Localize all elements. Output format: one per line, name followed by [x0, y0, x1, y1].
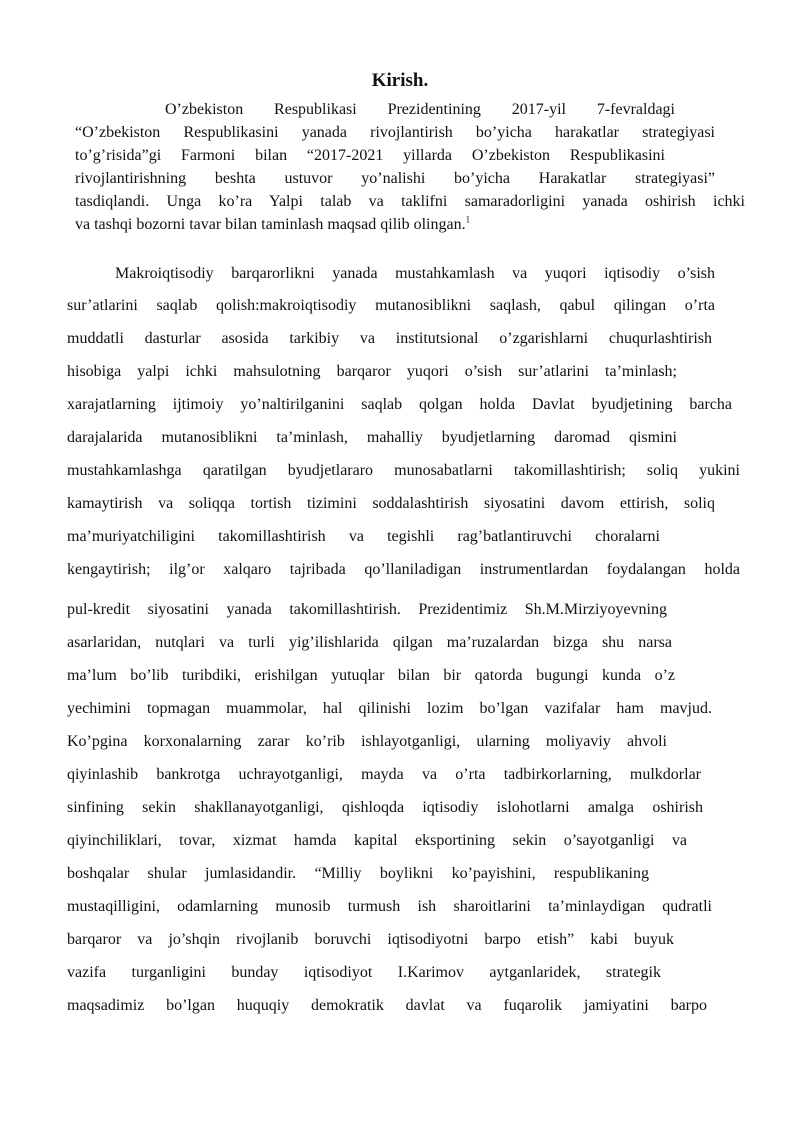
body-line: qiyinlashib bankrotga uchrayotganligi, mayda va o’rta tadbirkorlarning, mulkdorlar	[67, 766, 701, 783]
intro-line: to’g’risida”gi Farmoni bilan “2017-2021 yillarda O’zbekiston Respublikasini	[75, 147, 665, 164]
body-line: boshqalar shular jumlasidandir. “Milliy boylikni ko’payishini, respublikaning	[67, 865, 649, 882]
body-line: kengaytirish; ilg’or xalqaro tajribada qo’llaniladigan instrumentlardan foydalangan holda	[67, 561, 740, 578]
intro-line: O’zbekiston Respublikasi Prezidentining 2017-yil 7-fevraldagi	[165, 101, 675, 118]
footnote-mark: 1	[465, 214, 471, 225]
intro-line: va tashqi bozorni tavar bilan taminlash maqsad qilib olingan.$^1$	[75, 214, 471, 233]
body-line: muddatli dasturlar asosida tarkibiy va institutsional o’zgarishlarni chuqurlashtirish	[67, 330, 712, 347]
body-line: hisobiga yalpi ichki mahsulotning barqaror yuqori o’sish sur’atlarini ta’minlash;	[67, 363, 677, 380]
body-line: barqaror va jo’shqin rivojlanib boruvchi iqtisodiyotni barpo etish” kabi buyuk	[67, 931, 674, 948]
body-line: mustaqilligini, odamlarning munosib turmush ish sharoitlarini ta’minlaydigan qudratli	[67, 898, 712, 915]
body-line: darajalarida mutanosiblikni ta’minlash, mahalliy byudjetlarning daromad qismini	[67, 429, 677, 446]
body-line: vazifa turganligini bunday iqtisodiyot I.Karimov aytganlaridek, strategik	[67, 964, 661, 981]
body-line: xarajatlarning ijtimoiy yo’naltirilganini saqlab qolgan holda Davlat byudjetining barcha	[67, 396, 732, 413]
body-line: yechimini topmagan muammolar, hal qilinishi lozim bo’lgan vazifalar ham mavjud.	[67, 700, 712, 717]
body-line: sinfining sekin shakllanayotganligi, qishloqda iqtisodiy islohotlarni amalga oshirish	[67, 799, 703, 816]
page-title: Kirish.	[371, 70, 429, 91]
body-line: Ko’pgina korxonalarning zarar ko’rib ishlayotganligi, ularning moliyaviy ahvoli	[67, 733, 667, 750]
body-line: asarlaridan, nutqlari va turli yig’ilishlarida qilgan ma’ruzalardan bizga shu narsa	[67, 634, 672, 651]
body-line: maqsadimiz bo’lgan huquqiy demokratik davlat va fuqarolik jamiyatini barpo	[67, 997, 707, 1014]
body-line: mustahkamlashga qaratilgan byudjetlararo munosabatlarni takomillashtirish; soliq yukini	[67, 462, 740, 479]
body-line: Makroiqtisodiy barqarorlikni yanada mustahkamlash va yuqori iqtisodiy o’sish	[115, 265, 715, 282]
intro-line: “O’zbekiston Respublikasini yanada rivojlantirish bo’yicha harakatlar strategiyasi	[75, 124, 715, 141]
body-line: pul-kredit siyosatini yanada takomillashtirish. Prezidentimiz Sh.M.Mirziyoyevning	[67, 601, 667, 618]
intro-line: rivojlantirishning beshta ustuvor yo’nalishi bo’yicha Harakatlar strategiyasi”	[75, 170, 715, 187]
body-line: sur’atlarini saqlab qolish:makroiqtisodiy mutanosiblikni saqlash, qabul qilingan o’rta	[67, 297, 715, 314]
body-line: qiyinchiliklari, tovar, xizmat hamda kapital eksportining sekin o’sayotganligi va	[67, 832, 687, 849]
body-line: ma’lum bo’lib turibdiki, erishilgan yutuqlar bilan bir qatorda bugungi kunda o’z	[67, 667, 675, 684]
intro-line: tasdiqlandi. Unga ko’ra Yalpi talab va taklifni samaradorligini yanada oshirish ichki	[75, 193, 745, 210]
body-line: kamaytirish va soliqqa tortish tizimini soddalashtirish siyosatini davom ettirish, soliq	[67, 495, 715, 512]
body-line: ma’muriyatchiligini takomillashtirish va tegishli rag’batlantiruvchi choralarni	[67, 528, 660, 545]
